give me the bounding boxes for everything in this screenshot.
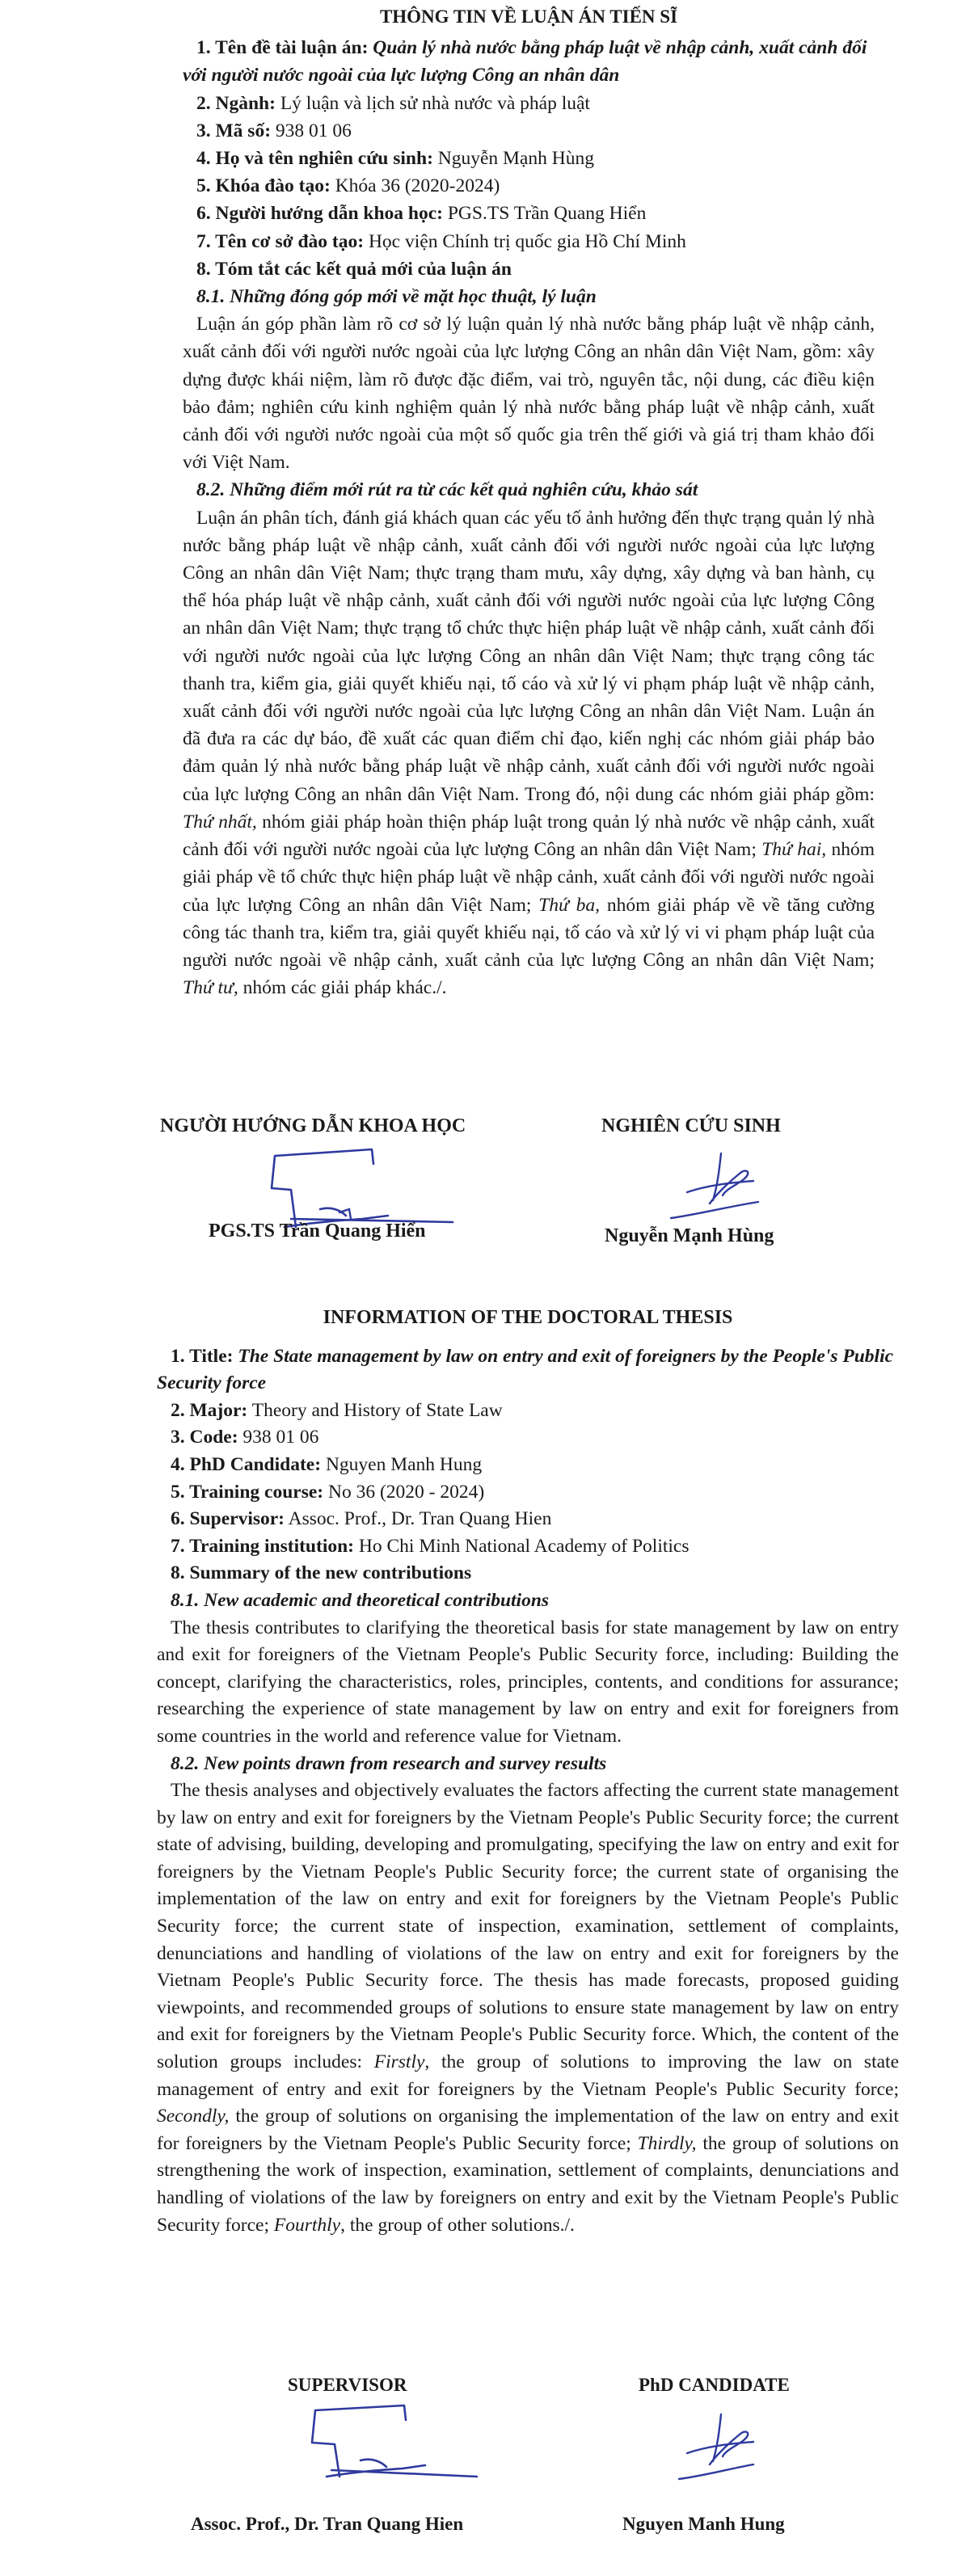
en-title: INFORMATION OF THE DOCTORAL THESIS [323,1307,733,1328]
en-line-4: 4. PhD Candidate: Nguyen Manh Hung [171,1453,483,1475]
en-section-8-2-heading: 8.2. New points drawn from research and survey results [171,1752,607,1774]
en-line-1: 1. Title: The State management by law on entry and exit of foreigners by the People's Public Security force [157,1345,894,1394]
vn-thesis-title: Quản lý nhà nước bằng pháp luật về nhập cảnh, xuất cảnh đối với người nước ngoài của lực lượng Công an nhân dân [183,37,867,86]
en-supervisor-signature [267,2393,525,2506]
vn-candidate-name: Nguyễn Mạnh Hùng [605,1225,774,1246]
vn-line-8: 8. Tóm tắt các kết quả mới của luận án [196,258,512,280]
en-line-8: 8. Summary of the new contributions [171,1562,472,1584]
en-line-2: 2. Major: Theory and History of State Law [171,1399,503,1421]
vn-candidate-title: NGHIÊN CỨU SINH [601,1115,781,1136]
vn-section-8-2-text: Luận án phân tích, đánh giá khách quan các yếu tố ảnh hưởng đến thực trạng quản lý nhà nước bằng pháp luật về nhập cảnh, xuất cảnh đối với người nước ngoài của lực lượng Công an nhân dân Việt Nam; thực trạng tham mưu, xây dựng, xây dựng và ban hành, cụ thể hóa pháp luật về nhập cảnh, xuất cảnh đối với người nước ngoài của lực lượng Công an nhân dân Việt Nam; thực trạng tổ chức thực hiện pháp luật về nhập cảnh, xuất cảnh đối với người nước ngoài của lực lượng Công an nhân dân Việt Nam; thực trạng công tác thanh tra, kiểm gia, giải quyết khiếu nại, tố cáo và xử lý vi phạm pháp luật về nhập cảnh, xuất cảnh đối với người nước ngoài của lực lượng Công an nhân dân Việt Nam. Luận án đã đưa ra các dự báo, đề xuất các quan điểm chỉ đạo, kiến nghị các nhóm giải pháp bảo đảm quản lý nhà nước bằng pháp luật về nhập cảnh, xuất cảnh đối với người nước ngoài của lực lượng Công an nhân dân Việt Nam. Trong đó, nội dung các nhóm giải pháp gồm: Thứ nhất, nhóm giải pháp hoàn thiện pháp luật trong quản lý nhà nước về nhập cảnh, xuất cảnh đối với người nước ngoài của lực lượng Công an nhân dân Việt Nam; Thứ hai, nhóm giải pháp về tổ chức thực hiện pháp luật về nhập cảnh, xuất cảnh đối với người nước ngoài của lực lượng Công an nhân dân Việt Nam; Thứ ba, nhóm giải pháp về về tăng cường công tác thanh tra, kiểm tra, giải quyết khiếu nại, tố cáo và xử lý vi vi phạm pháp luật của người nước ngoài về nhập cảnh, xuất cảnh của lực lượng Công an nhân dân Việt Nam; Thứ tư, nhóm các giải pháp khác./. [183,507,875,999]
en-candidate-name: Nguyen Manh Hung [622,2514,785,2534]
vn-section-8-1-text: Luận án góp phần làm rõ cơ sở lý luận quản lý nhà nước bằng pháp luật về nhập cảnh, xuất cảnh đối với người nước ngoài của lực lượng Công an nhân dân Việt Nam, gồm: xây dựng được khái niệm, làm rõ được đặc điểm, vai trò, nguyên tắc, nội dung, các điều kiện bảo đảm; nghiên cứu kinh nghiệm quản lý nhà nước bằng pháp luật về nhập cảnh, xuất cảnh đối với người nước ngoài của một số quốc gia trên thế giới và giá trị tham khảo đối với Việt Nam. [183,314,875,474]
vn-line-1: 1. Tên đề tài luận án: Quản lý nhà nước bằng pháp luật về nhập cảnh, xuất cảnh đối với người nước ngoài của lực lượng Công an nhân dân [183,37,867,86]
vn-supervisor-name: PGS.TS Trần Quang Hiển [209,1221,426,1242]
vn-line-4: 4. Họ và tên nghiên cứu sinh: Nguyễn Mạnh Hùng [196,148,594,170]
vn-line-3: 3. Mã số: 938 01 06 [196,120,352,141]
en-thesis-title: The State management by law on entry and exit of foreigners by the People's Public Security force [157,1345,894,1394]
en-section-8-1-text: The thesis contributes to clarifying the theoretical basis for state management by law on entry and exit for foreigners of the Vietnam People's Public Security force, including: Building the concept, clarifying the characteristics, roles, principles, contents, and conditions for assurance; researching the experience of state management by law on entry and exit for foreigners from some countries in the world and reference value for Vietnam. [157,1617,899,1747]
vn-section [183,3,875,1001]
vn-section-8-2-heading: 8.2. Những điểm mới rút ra từ các kết quả nghiên cứu, khảo sát [196,479,698,501]
en-candidate-title: PhD CANDIDATE [639,2375,790,2395]
vn-title: THÔNG TIN VỀ LUẬN ÁN TIẾN SĨ [379,6,678,27]
en-line-3: 3. Code: 938 01 06 [171,1427,319,1448]
en-section-8-1-heading: 8.1. New academic and theoretical contributions [171,1589,550,1611]
en-section [157,1305,899,2239]
vn-line-7: 7. Tên cơ sở đào tạo: Học viện Chính trị quốc gia Hồ Chí Minh [196,230,686,252]
vn-line-6: 6. Người hướng dẫn khoa học: PGS.TS Trần Quang Hiển [196,203,647,225]
en-line-6: 6. Supervisor: Assoc. Prof., Dr. Tran Quang Hien [171,1508,552,1530]
en-section-8-2-text: The thesis analyses and objectively evaluates the factors affecting the current state management by law on entry and exit for foreigners by the Vietnam People's Public Security force; the current state of advising, building, developing and promulgating, specifying the law on entry and exit for foreigners by the Vietnam People's Public Security force; the current state of organising the implementation of the law on entry and exit for foreigners by the Vietnam People's Public Security force; the current state of inspection, examination, settlement of complaints, denunciations and handling of violations of the law on entry and exit for foreigners by the Vietnam People's Public Security force. The thesis has made forecasts, proposed guiding viewpoints, and recommended groups of solutions to ensure state management by law on entry and exit for foreigners by the Vietnam People's Public Security force. Which, the content of the solution groups includes: Firstly, the group of solutions to improving the law on state management of entry and exit for foreigners by the Vietnam People's Public Security force; Secondly, the group of solutions on organising the implementation of the law on entry and exit for foreigners by the Vietnam People's Public Security force; Thirdly, the group of solutions on strengthening the work of inspection, examination, settlement of complaints, denunciations and handling of violations of the law by foreigners on entry and exit by the Vietnam People's Public Security force; Fourthly, the group of other solutions./. [157,1780,900,2236]
vn-supervisor-title: NGƯỜI HƯỚNG DẪN KHOA HỌC [160,1115,466,1136]
vn-line-2: 2. Ngành: Lý luận và lịch sử nhà nước và pháp luật [196,92,590,114]
en-supervisor-name: Assoc. Prof., Dr. Tran Quang Hien [191,2514,464,2534]
en-supervisor-title: SUPERVISOR [288,2375,407,2395]
vn-candidate-signature [663,1144,800,1225]
en-candidate-signature [663,2405,800,2485]
vn-line-5: 5. Khóa đào tạo: Khóa 36 (2020-2024) [196,175,500,197]
en-line-7: 7. Training institution: Ho Chi Minh National Academy of Politics [171,1535,690,1557]
vn-section-8-1-heading: 8.1. Những đóng góp mới về mặt học thuật, lý luận [196,286,597,308]
en-line-5: 5. Training course: No 36 (2020 - 2024) [171,1481,485,1503]
